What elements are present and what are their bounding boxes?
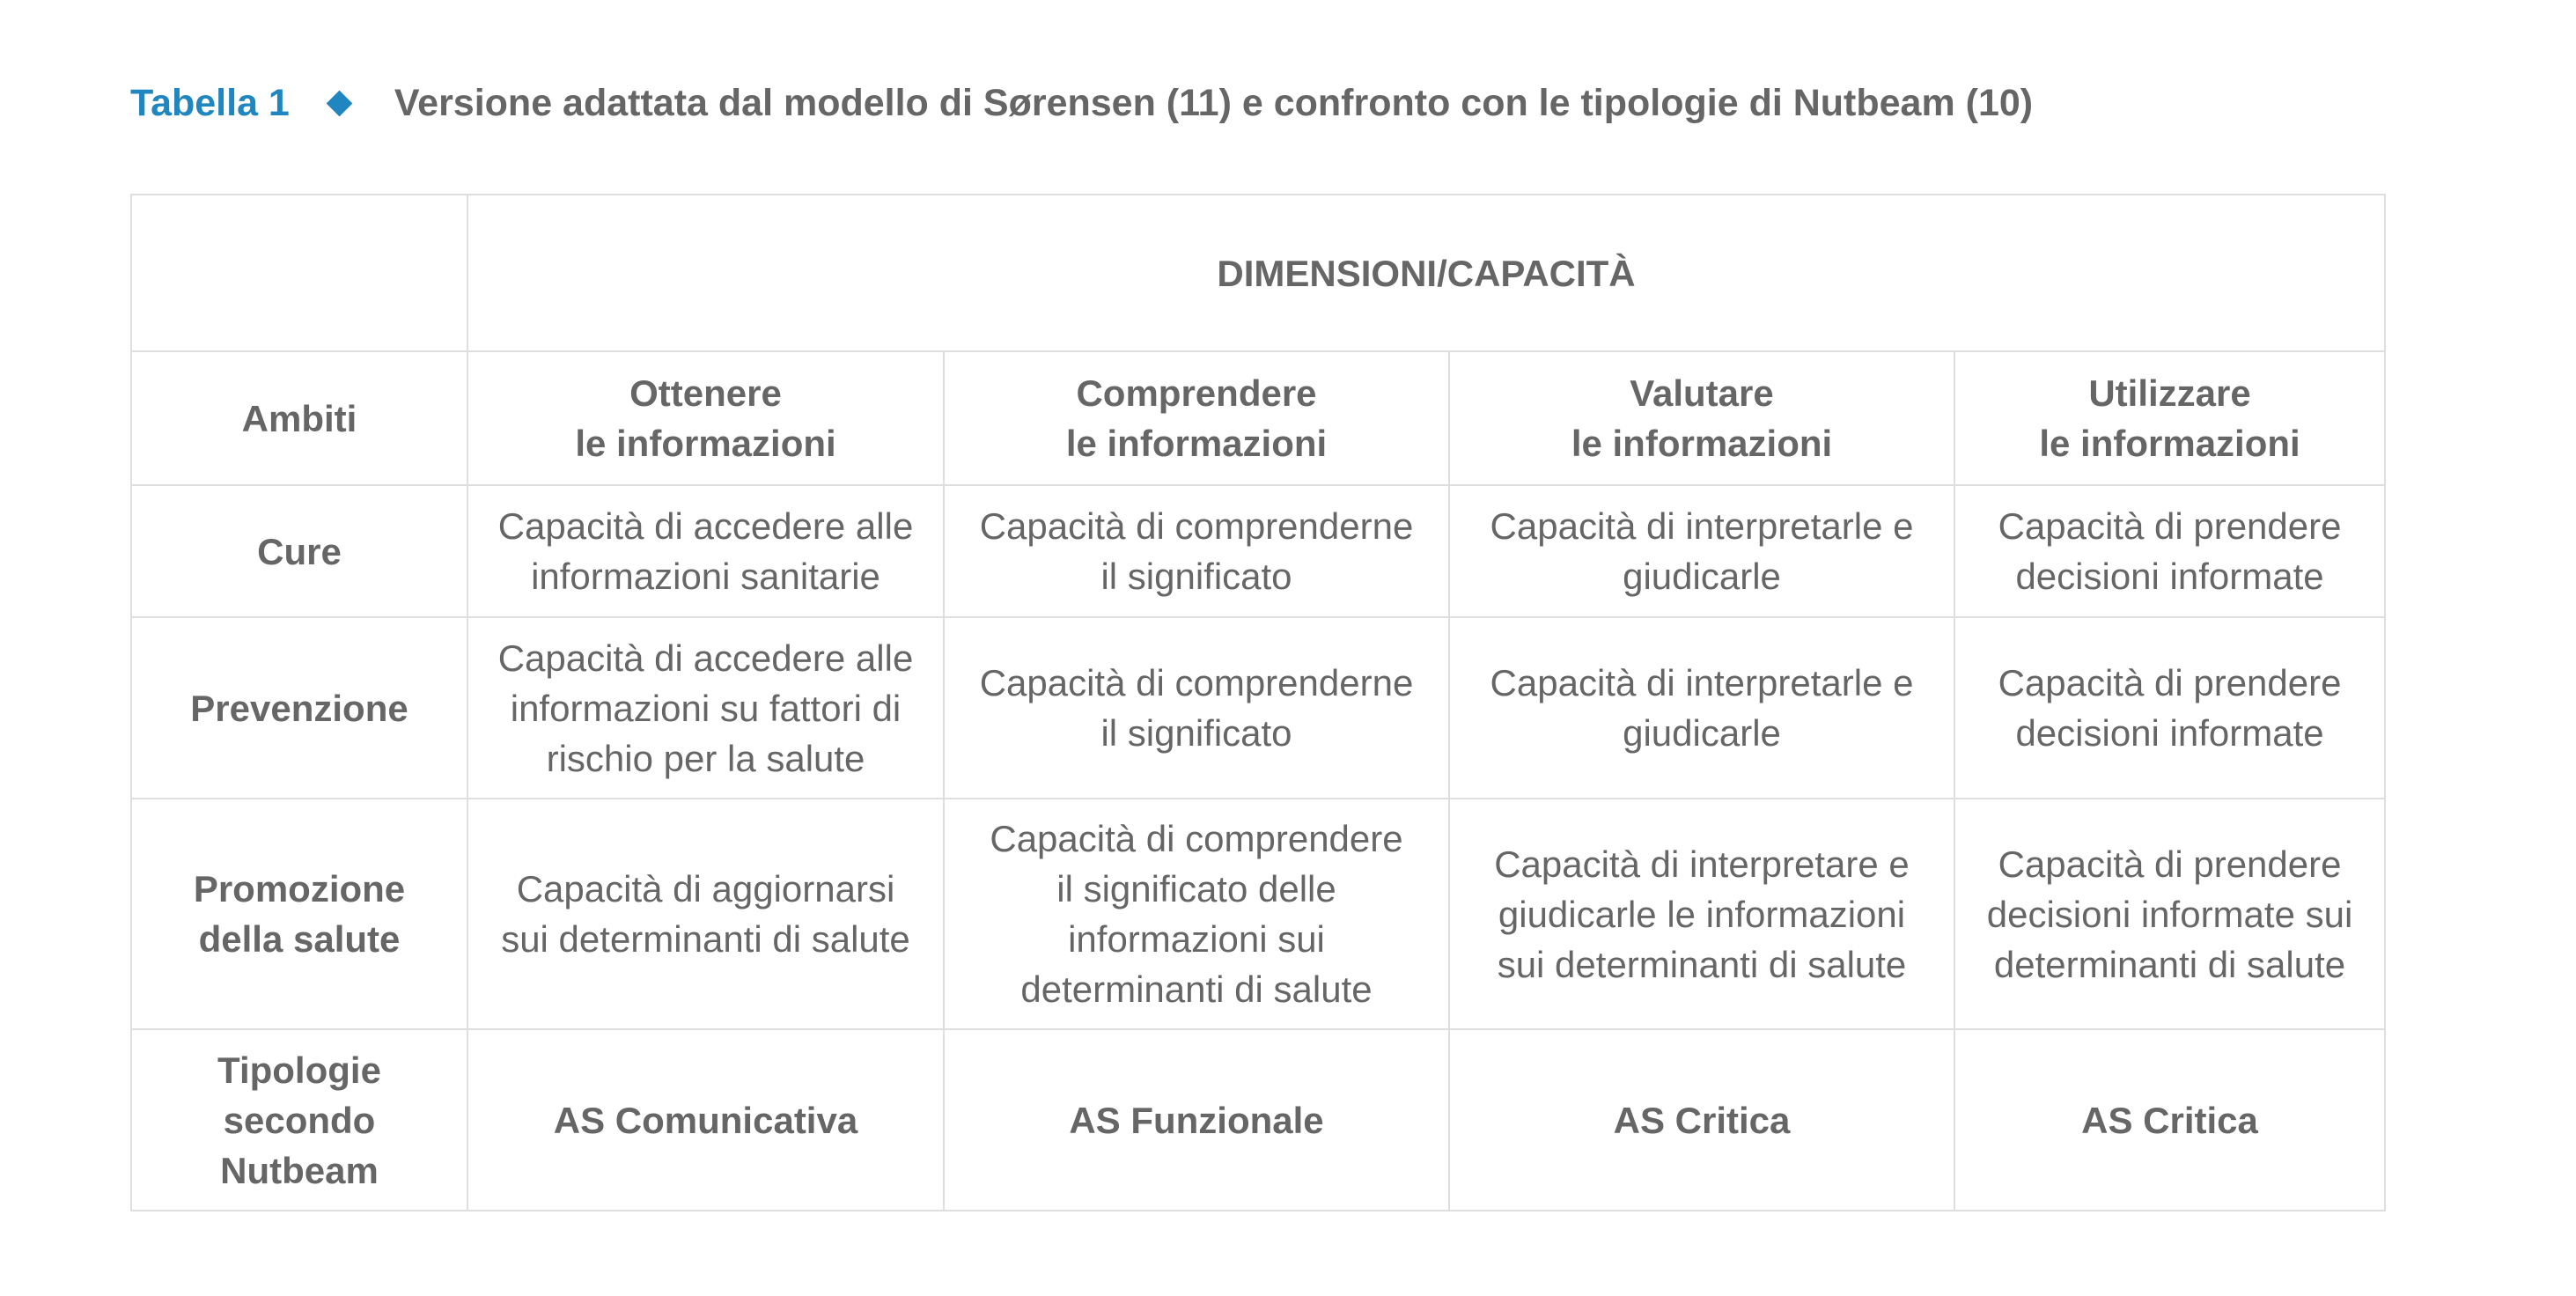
column-header-line: Comprendere bbox=[1076, 372, 1317, 414]
table-caption bbox=[130, 72, 2033, 134]
row-label-line: della salute bbox=[198, 918, 401, 960]
typology-cell: AS Critica bbox=[1449, 1029, 1954, 1211]
cell-line: Capacità di aggiornarsi bbox=[516, 868, 895, 909]
column-header-line: le informazioni bbox=[575, 423, 836, 464]
table-cell bbox=[1954, 799, 2385, 1029]
row-label bbox=[131, 485, 467, 617]
cell-line: Capacità di prendere bbox=[1998, 505, 2342, 547]
cell-line: Capacità di interpretarle e bbox=[1490, 662, 1914, 703]
row-label-line: Prevenzione bbox=[190, 687, 408, 729]
table-number: Tabella 1 bbox=[130, 81, 290, 124]
cell-line: sui determinanti di salute bbox=[501, 918, 910, 960]
row-label-line: Promozione bbox=[193, 868, 406, 909]
column-header bbox=[1449, 351, 1954, 485]
table-cell bbox=[1954, 617, 2385, 799]
cell-line: giudicarle le informazioni bbox=[1498, 893, 1906, 935]
row-label-line: Tipologie bbox=[217, 1049, 381, 1091]
cell-line: Capacità di comprendere bbox=[990, 818, 1403, 859]
column-header-row bbox=[131, 351, 2385, 485]
row-label bbox=[131, 1029, 467, 1211]
group-header-row bbox=[131, 195, 2385, 351]
cell-line: decisioni informate bbox=[2015, 556, 2324, 597]
cell-line: giudicarle bbox=[1623, 556, 1781, 597]
cell-line: informazioni sui bbox=[1068, 918, 1325, 960]
column-header-line: Ottenere bbox=[629, 372, 782, 414]
table-cell bbox=[1449, 617, 1954, 799]
row-label-line: Cure bbox=[257, 530, 342, 572]
cell-line: Capacità di comprenderne bbox=[979, 662, 1414, 703]
cell-line: sui determinanti di salute bbox=[1497, 943, 1907, 985]
comparison-table bbox=[130, 194, 2386, 1211]
column-header bbox=[467, 351, 944, 485]
column-header-line: le informazioni bbox=[2039, 423, 2300, 464]
cell-line: il significato bbox=[1100, 556, 1292, 597]
column-header-line: Utilizzare bbox=[2088, 372, 2251, 414]
cell-line: determinanti di salute bbox=[1993, 943, 2346, 985]
table-row bbox=[131, 799, 2385, 1029]
table-cell bbox=[944, 617, 1449, 799]
column-header bbox=[944, 351, 1449, 485]
row-label bbox=[131, 617, 467, 799]
cell-line: decisioni informate sui bbox=[1986, 893, 2353, 935]
cell-line: informazioni sanitarie bbox=[531, 556, 880, 597]
column-header-line: le informazioni bbox=[1571, 423, 1833, 464]
row-label-line: secondo bbox=[223, 1099, 376, 1141]
table-cell bbox=[944, 799, 1449, 1029]
table-cell bbox=[467, 617, 944, 799]
cell-line: Capacità di interpretarle e bbox=[1490, 505, 1914, 547]
table-cell bbox=[1449, 799, 1954, 1029]
empty-corner-cell bbox=[131, 195, 467, 351]
cell-line: Capacità di comprenderne bbox=[979, 505, 1414, 547]
column-header-line: le informazioni bbox=[1065, 423, 1328, 464]
cell-line: Capacità di accedere alle bbox=[497, 637, 914, 679]
typology-cell: AS Comunicativa bbox=[467, 1029, 944, 1211]
row-label-line: Nutbeam bbox=[220, 1149, 379, 1191]
diamond-bullet-icon bbox=[326, 90, 352, 116]
cell-line: Capacità di prendere bbox=[1998, 662, 2342, 703]
cell-line: Capacità di prendere bbox=[1998, 843, 2342, 885]
table-title: Versione adattata dal modello di Sørensen (11) e confronto con le tipologie di Nutbeam (10) bbox=[394, 81, 2034, 124]
column-header bbox=[1954, 351, 2385, 485]
typology-cell: AS Critica bbox=[1954, 1029, 2385, 1211]
cell-line: decisioni informate bbox=[2015, 712, 2324, 754]
row-label bbox=[131, 799, 467, 1029]
table-cell bbox=[467, 485, 944, 617]
group-header: DIMENSIONI/CAPACITÀ bbox=[467, 195, 2385, 351]
table-cell bbox=[1954, 485, 2385, 617]
column-header-line: Valutare bbox=[1630, 372, 1774, 414]
cell-line: giudicarle bbox=[1623, 712, 1781, 754]
cell-line: rischio per la salute bbox=[546, 737, 865, 779]
cell-line: il significato delle bbox=[1056, 868, 1336, 909]
table-cell bbox=[944, 485, 1449, 617]
table-row bbox=[131, 485, 2385, 617]
cell-line: Capacità di interpretare e bbox=[1494, 843, 1910, 885]
cell-line: il significato bbox=[1100, 712, 1292, 754]
cell-line: determinanti di salute bbox=[1020, 968, 1373, 1010]
typology-row bbox=[131, 1029, 2385, 1211]
table-cell bbox=[1449, 485, 1954, 617]
table-cell bbox=[467, 799, 944, 1029]
cell-line: Capacità di accedere alle bbox=[497, 505, 914, 547]
corner-label: Ambiti bbox=[131, 351, 467, 485]
table-row bbox=[131, 617, 2385, 799]
typology-cell: AS Funzionale bbox=[944, 1029, 1449, 1211]
cell-line: informazioni su fattori di bbox=[510, 687, 902, 729]
